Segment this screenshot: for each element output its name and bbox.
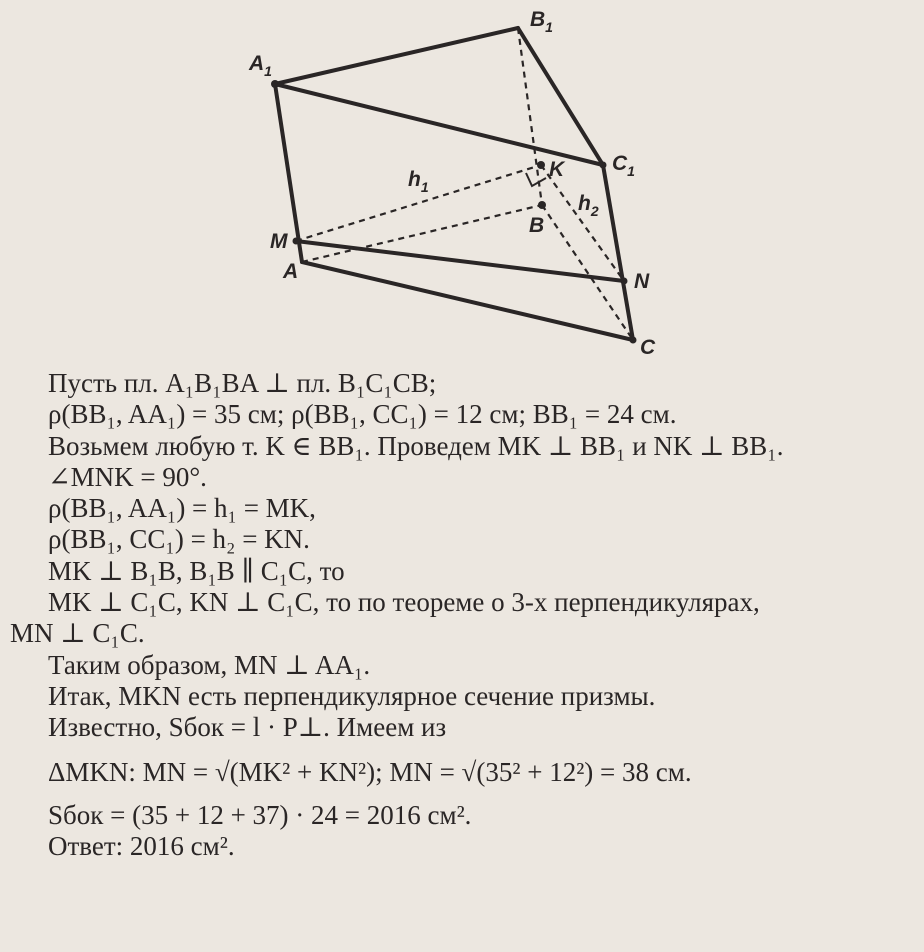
point-a1 xyxy=(271,80,279,88)
label-c1: $C_1$ xyxy=(612,152,635,179)
label-a: A xyxy=(283,260,299,283)
edge-a1-b1 xyxy=(275,28,518,84)
solution-line: ∠MNK = 90°. xyxy=(48,461,207,492)
label-h2: $h_2$ xyxy=(578,192,599,219)
solution-line: Возьмем любую т. K ∈ BB₁. Проведем MK ⊥ BB₁ и NK ⊥ BB₁. xyxy=(48,430,784,461)
label-b1: $B_1$ xyxy=(530,8,553,35)
solution-line: Таким образом, MN ⊥ AA₁. xyxy=(48,649,371,680)
prism-diagram xyxy=(0,0,924,368)
label-a1: $A_1$ xyxy=(249,52,272,79)
edge-c1-c xyxy=(603,165,633,340)
edge-a-b xyxy=(302,205,545,262)
label-c: C xyxy=(640,336,656,359)
solution-line: MK ⊥ C₁C, KN ⊥ C₁C, то по теореме о 3-х перпендикулярах, xyxy=(48,587,760,618)
point-c xyxy=(630,337,637,344)
solution-line: ρ(BB₁, AA₁) = h₁ = MK, xyxy=(48,493,316,524)
solution-line: ρ(BB₁, AA₁) = 35 см; ρ(BB₁, CC₁) = 12 см; BB₁ = 24 см. xyxy=(48,399,677,430)
point-k xyxy=(537,161,545,169)
label-n: N xyxy=(634,270,650,293)
edge-a-c xyxy=(302,262,633,340)
solution-line: Итак, MKN есть перпендикулярное сечение призмы. xyxy=(48,680,656,711)
point-c1 xyxy=(600,162,607,169)
edge-b1-c1 xyxy=(518,28,603,165)
right-angle-mark xyxy=(526,173,546,186)
solution-line: MN ⊥ C₁C. xyxy=(10,618,145,649)
point-b xyxy=(538,201,546,209)
solution-line: ρ(BB₁, CC₁) = h₂ = KN. xyxy=(48,524,310,555)
label-b: B xyxy=(529,214,545,237)
label-h1: $h_1$ xyxy=(408,168,429,195)
label-k: K xyxy=(549,158,565,181)
solution-line: ΔMKN: MN = √(MK² + KN²); MN = √(35² + 12²) = 38 см. xyxy=(48,756,692,787)
solution-line: Sбок = (35 + 12 + 37) · 24 = 2016 см². xyxy=(48,799,472,830)
edge-b1-b xyxy=(518,28,542,205)
solution-line: Пусть пл. A₁B₁BA ⊥ пл. B₁C₁CB; xyxy=(48,368,437,398)
solution-line: MK ⊥ B₁B, B₁B ∥ C₁C, то xyxy=(48,555,345,586)
solution-line: Известно, Sбок = l · P⊥. Имеем из xyxy=(48,712,447,743)
point-m xyxy=(293,238,300,245)
edge-a1-c1 xyxy=(275,84,603,165)
answer-line: Ответ: 2016 см². xyxy=(48,830,235,861)
edge-m-n xyxy=(296,241,624,281)
label-m: M xyxy=(270,230,288,253)
solution-text xyxy=(0,368,924,862)
point-n xyxy=(621,278,628,285)
